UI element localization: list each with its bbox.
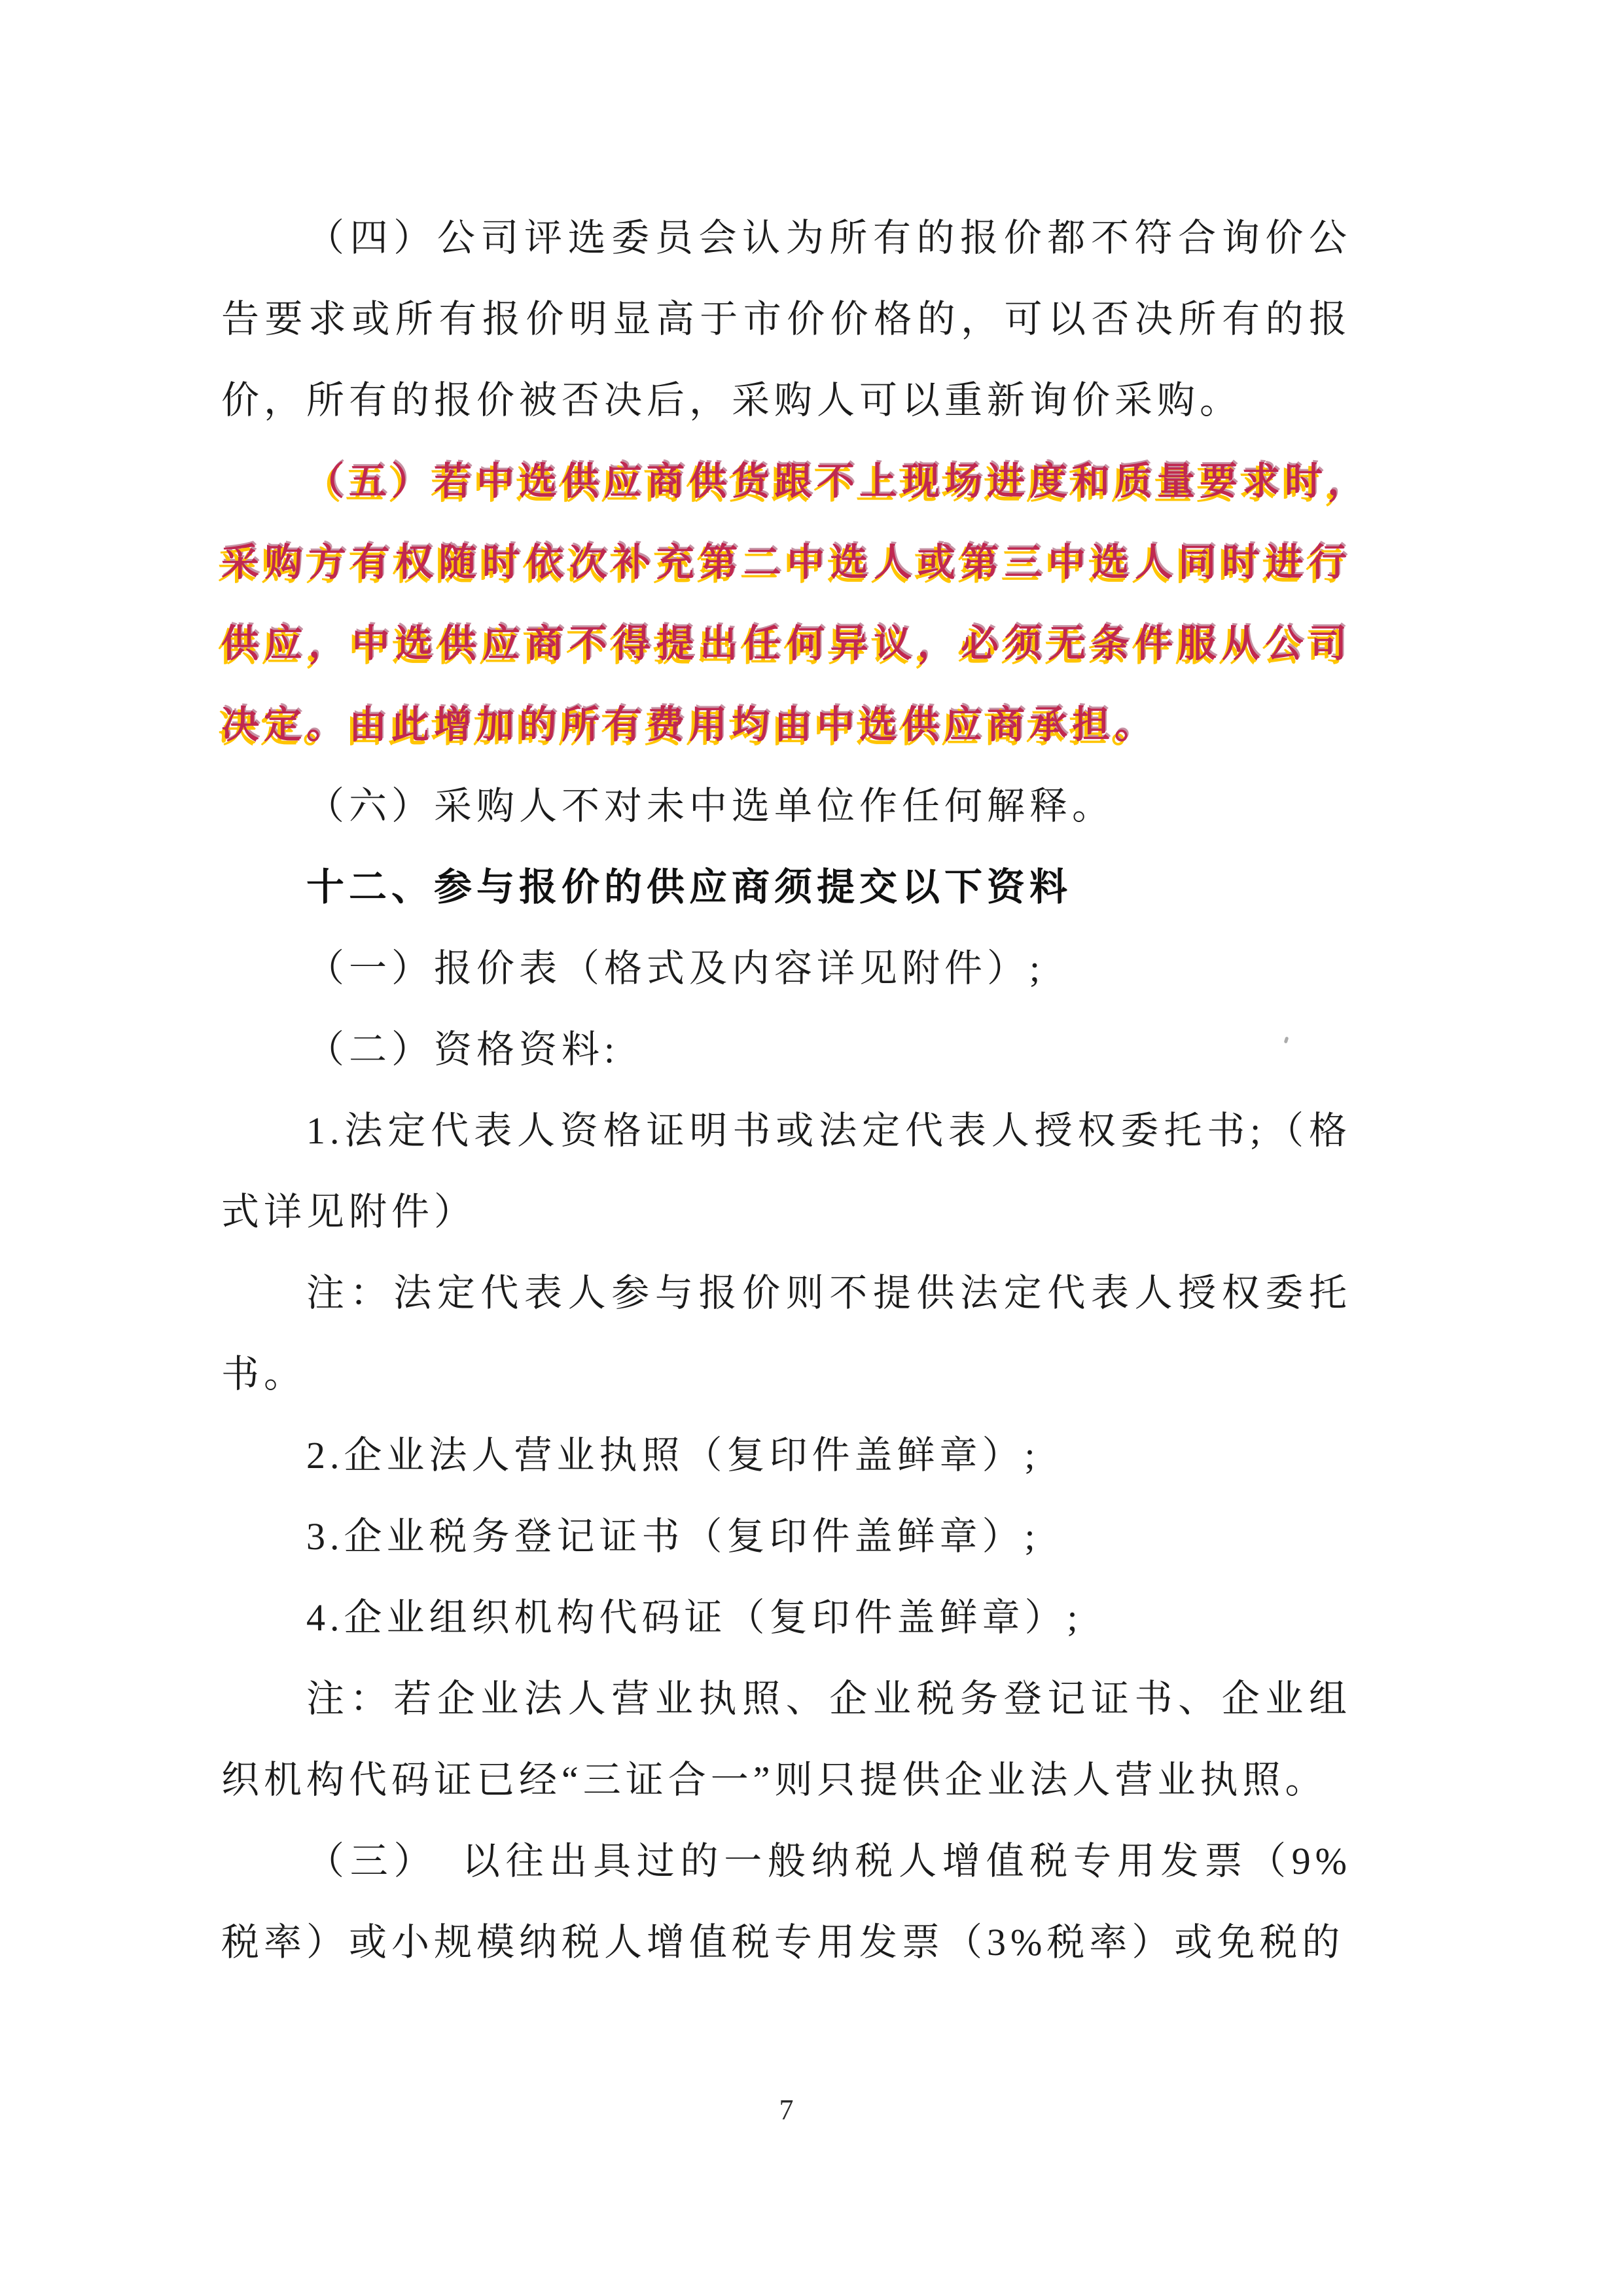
qualification-2-line-1: 2.企业法人营业执照（复印件盖鲜章）; bbox=[306, 1434, 1040, 1477]
qualification-1-line-1: 1.法定代表人资格证明书或法定代表人授权委托书;（格 bbox=[306, 1109, 1351, 1152]
clause-4-line-3: 价，所有的报价被否决后，采购人可以重新询价采购。 bbox=[221, 379, 1243, 422]
qualification-3-line-1: 3.企业税务登记证书（复印件盖鲜章）; bbox=[306, 1515, 1040, 1558]
clause-4-line-2: 告要求或所有报价明显高于市价价格的，可以否决所有的报 bbox=[221, 298, 1351, 340]
clause-5-line-4: 决定。由此增加的所有费用均由中选供应商承担。 bbox=[221, 704, 1158, 746]
note-2-line-2: 织机构代码证已经“三证合一”则只提供企业法人营业执照。 bbox=[221, 1759, 1328, 1801]
clause-5-line-3: 供应，中选供应商不得提出任何异议，必须无条件服从公司 bbox=[221, 622, 1351, 665]
section-12-heading-line-1: 十二、参与报价的供应商须提交以下资料 bbox=[306, 866, 1073, 908]
document-body bbox=[221, 198, 1370, 1983]
clause-5-line-2: 采购方有权随时依次补充第二中选人或第三中选人同时进行 bbox=[221, 541, 1351, 584]
clause-4-line-1: （四）公司评选委员会认为所有的报价都不符合询价公 bbox=[306, 217, 1351, 259]
item-1-line-1: （一）报价表（格式及内容详见附件）; bbox=[306, 947, 1045, 990]
item-3-line-1: （三） 以往出具过的一般纳税人增值税专用发票（9% bbox=[306, 1840, 1351, 1882]
qualification-4-line-1: 4.企业组织机构代码证（复印件盖鲜章）; bbox=[306, 1596, 1082, 1639]
clause-6-line-1: （六）采购人不对未中选单位作任何解释。 bbox=[306, 785, 1115, 827]
item-3-line-2: 税率）或小规模纳税人增值税专用发票（3%税率）或免税的 bbox=[221, 1921, 1345, 1964]
qualification-1-line-2: 式详见附件） bbox=[221, 1191, 477, 1233]
note-1-line-1: 注：法定代表人参与报价则不提供法定代表人授权委托 bbox=[306, 1272, 1351, 1314]
clause-5-line-1: （五）若中选供应商供货跟不上现场进度和质量要求时， bbox=[306, 460, 1370, 503]
page-number: 7 bbox=[779, 2094, 794, 2126]
note-2-line-1: 注：若企业法人营业执照、企业税务登记证书、企业组 bbox=[306, 1677, 1351, 1720]
note-1-line-2: 书。 bbox=[221, 1353, 307, 1395]
item-2-line-1: （二）资格资料: bbox=[306, 1028, 620, 1071]
